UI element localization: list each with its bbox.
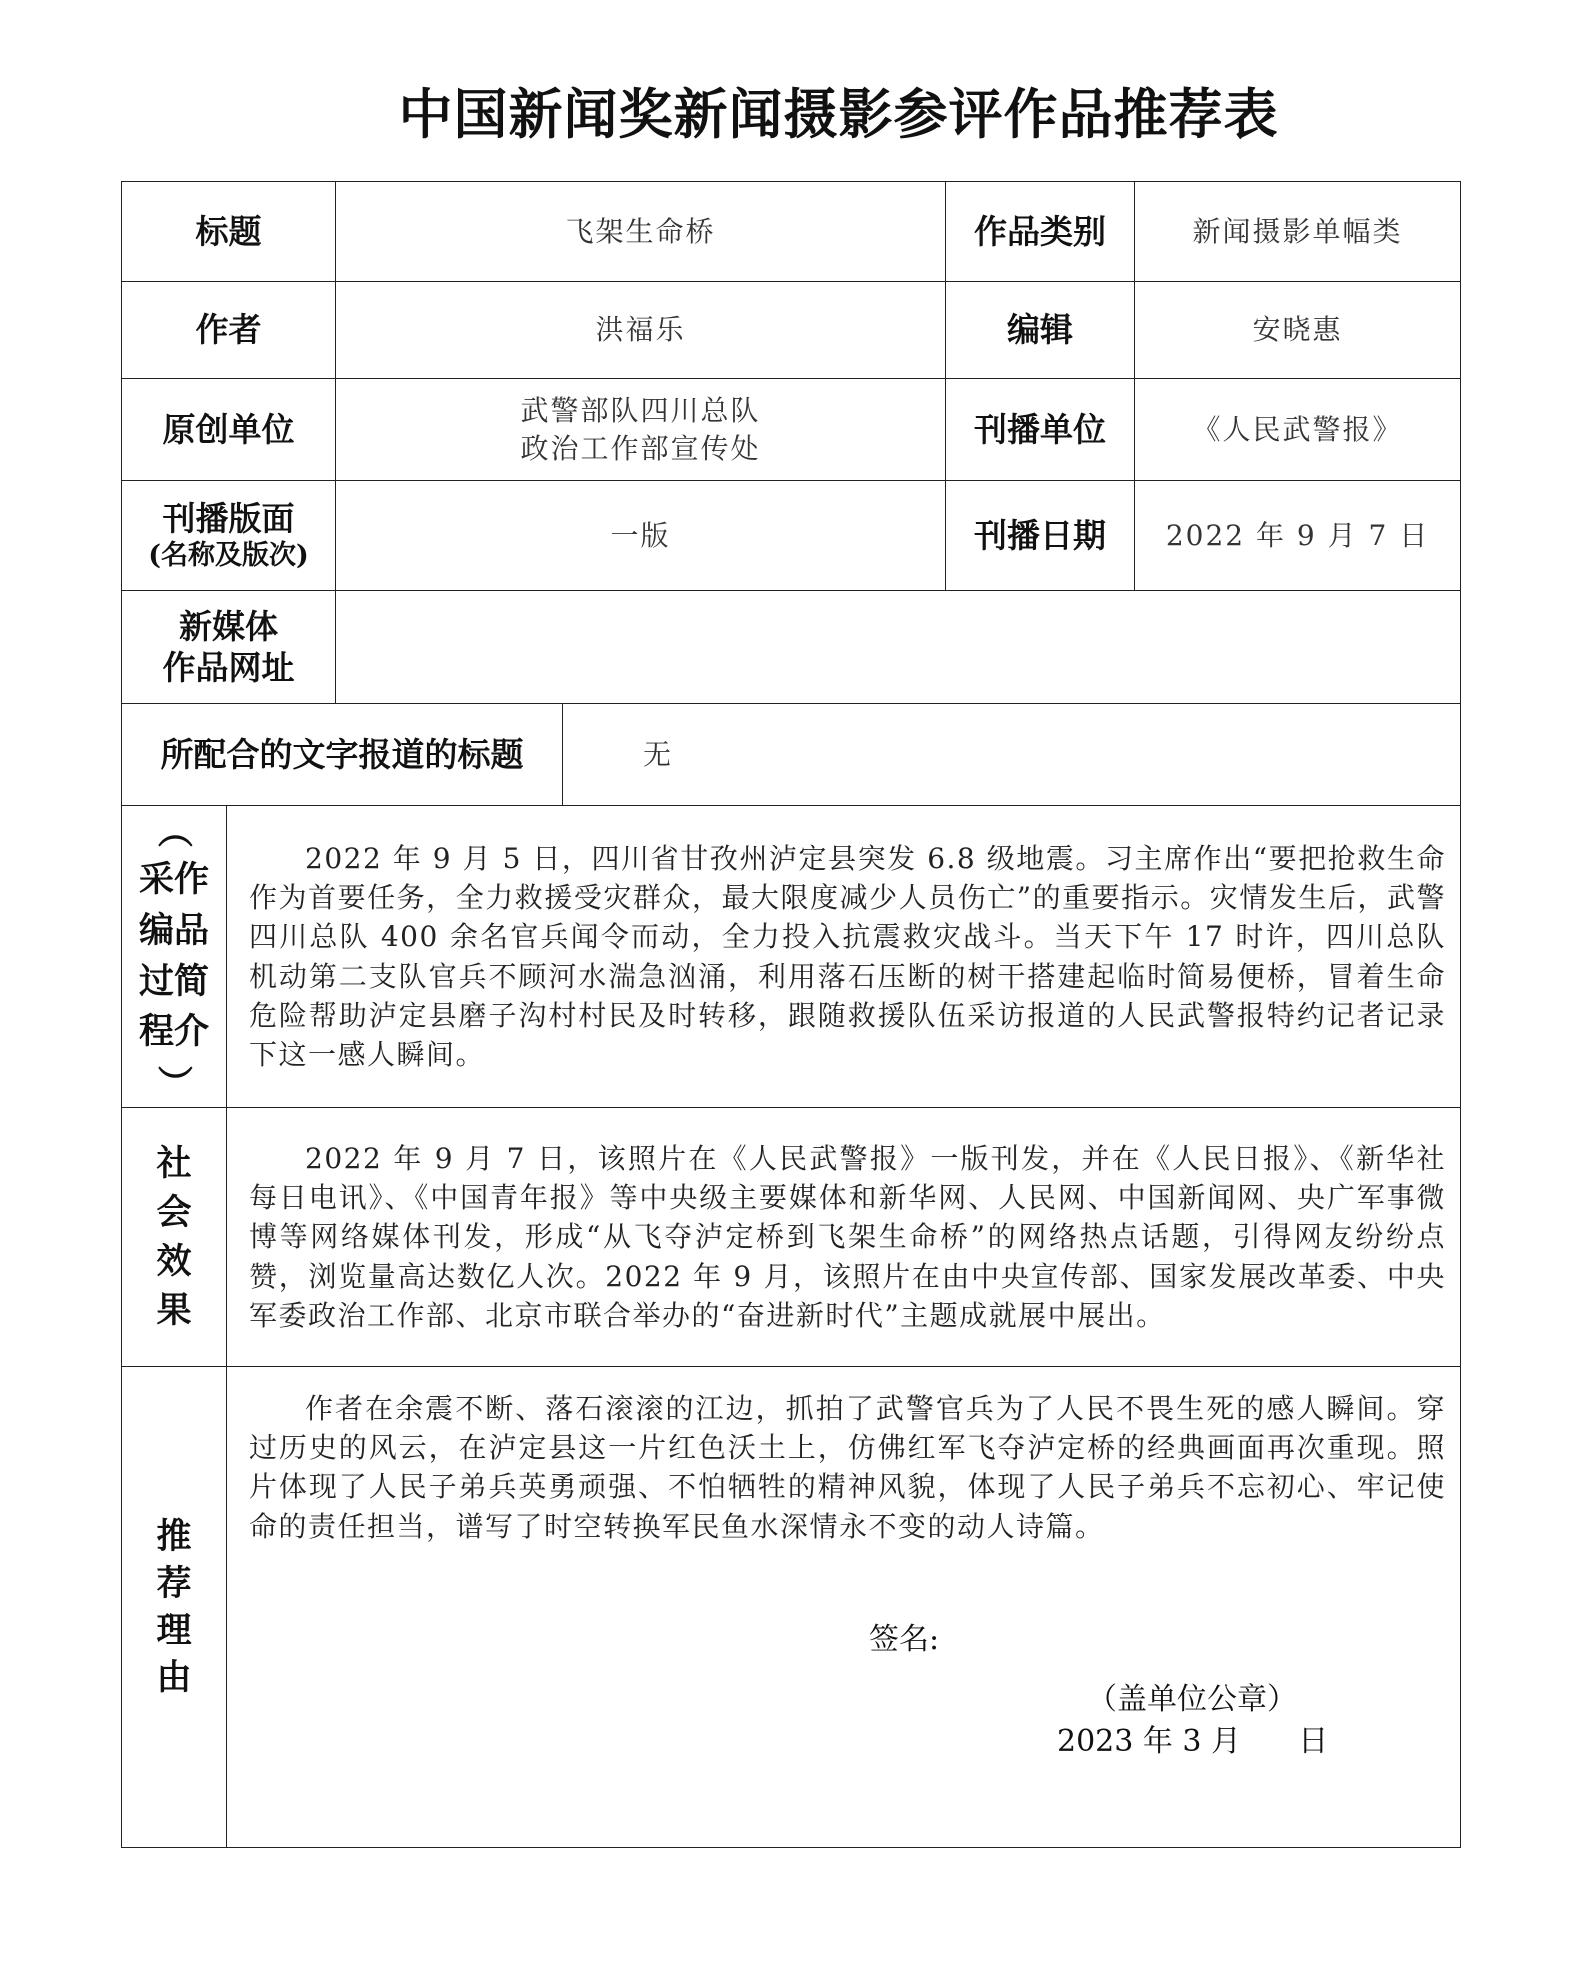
social-effect-cell	[227, 1108, 1461, 1367]
author-label: 作者	[122, 282, 336, 379]
origin-unit-line1: 武警部队四川总队	[520, 393, 761, 427]
process-label-char: 品	[174, 909, 210, 951]
social-effect-label	[122, 1108, 227, 1367]
new-media-value	[336, 591, 1461, 704]
row-headline	[122, 182, 1461, 282]
social-effect-label-char: 社	[156, 1143, 192, 1184]
process-label-columns	[139, 855, 209, 1058]
publisher-label: 刊播单位	[946, 379, 1135, 481]
recommendation-label	[122, 1367, 227, 1848]
process-cell	[227, 806, 1461, 1108]
signature-label: 签名:	[869, 1621, 940, 1657]
headline-value: 飞架生命桥	[336, 182, 946, 282]
process-label-stack	[139, 806, 209, 1107]
process-label-paren-open: （	[153, 812, 195, 849]
recommendation-label-char: 由	[156, 1657, 192, 1699]
social-effect-text: 2022 年 9 月 7 日，该照片在《人民武警报》一版刊发，并在《人民日报》、《新华社每日电讯》、《中国青年报》等中央级主要媒体和新华网、人民网、中国新闻网、央广军事微博等网络媒体刊发，形成“从飞夺泸定桥到飞架生命桥”的网络热点话题，引得网友纷纷点赞，浏览量高达数亿人次。2022 年 9 月，该照片在由中央宣传部、国家发展改革委、中央军委政治工作部、北京市联合举办的“奋进新时代”主题成就展中展出。	[249, 1142, 1447, 1332]
new-media-label-line1: 新媒体	[179, 606, 278, 646]
origin-unit-label: 原创单位	[122, 379, 336, 481]
editor-label: 编辑	[946, 282, 1135, 379]
process-label-char: 编	[138, 909, 174, 951]
page-title: 中国新闻奖新闻摄影参评作品推荐表	[398, 82, 1279, 146]
text-report-value: 无	[563, 704, 1461, 806]
process-label	[122, 806, 227, 1108]
row-new-media	[122, 591, 1461, 704]
category-value: 新闻摄影单幅类	[1135, 182, 1461, 282]
process-label-char: 采	[138, 859, 174, 900]
social-effect-label-stack	[156, 1139, 191, 1335]
recommendation-text: 作者在余震不断、落石滚滚的江边，抓拍了武警官兵为了人民不畏生死的感人瞬间。穿过历史的风云，在泸定县这一片红色沃土上，仿佛红军飞夺泸定桥的经典画面再次重现。照片体现了人民子弟兵英勇顽强、不怕牺牲的精神风貌，体现了人民子弟兵不忘初心、牢记使命的责任担当，谱写了时空转换军民鱼水深情永不变的动人诗篇。	[249, 1392, 1447, 1543]
process-label-char: 过	[138, 960, 174, 1002]
sign-date: 2023 年 3 月 日	[1057, 1723, 1329, 1759]
seal-note: （盖单位公章）	[1087, 1681, 1297, 1717]
recommendation-form	[121, 181, 1461, 1848]
page-label-line2: (名称及版次)	[148, 540, 309, 572]
recommendation-cell	[227, 1367, 1461, 1848]
signature-area	[227, 1546, 1460, 1822]
process-label-char: 介	[174, 1011, 210, 1053]
page-label-line1: 刊播版面	[162, 499, 295, 538]
process-label-char: 简	[174, 960, 210, 1002]
row-recommendation	[122, 1367, 1461, 1848]
social-effect-label-char: 会	[156, 1192, 192, 1233]
new-media-label-line2: 作品网址	[162, 648, 295, 687]
social-effect-label-char: 果	[156, 1290, 192, 1331]
row-process	[122, 806, 1461, 1108]
category-label: 作品类别	[946, 182, 1135, 282]
date-label: 刊播日期	[946, 481, 1135, 591]
origin-unit-line2: 政治工作部宣传处	[520, 431, 761, 465]
date-value: 2022 年 9 月 7 日	[1135, 481, 1461, 591]
social-effect-label-char: 效	[156, 1241, 192, 1282]
recommendation-label-stack	[156, 1513, 191, 1702]
recommendation-label-char: 理	[156, 1610, 192, 1651]
recommendation-label-char: 推	[156, 1515, 192, 1557]
process-label-col2	[174, 855, 209, 1058]
process-label-char: 作	[174, 859, 210, 900]
process-label-col1	[139, 855, 174, 1058]
row-author	[122, 282, 1461, 379]
row-social-effect	[122, 1108, 1461, 1367]
row-origin	[122, 379, 1461, 481]
origin-unit-value	[336, 379, 946, 481]
page-label	[122, 481, 336, 591]
text-report-label: 所配合的文字报道的标题	[122, 704, 563, 806]
row-page	[122, 481, 1461, 591]
recommendation-label-char: 荐	[156, 1562, 192, 1604]
new-media-label	[122, 591, 336, 704]
publisher-value: 《人民武警报》	[1135, 379, 1461, 481]
process-label-char: 程	[138, 1011, 174, 1053]
headline-label: 标题	[122, 182, 336, 282]
process-label-paren-close: ）	[153, 1064, 195, 1101]
page-value: 一版	[336, 481, 946, 591]
process-text: 2022 年 9 月 5 日，四川省甘孜州泸定县突发 6.8 级地震。习主席作出“要把抢救生命作为首要任务，全力救援受灾群众，最大限度减少人员伤亡”的重要指示。灾情发生后，武警四川总队 400 余名官兵闻令而动，全力投入抗震救灾战斗。当天下午 17 时许，四川总队机动第二支队官兵不顾河水湍急汹涌，利用落石压断的树干搭建起临时简易便桥，冒着生命危险帮助泸定县磨子沟村村民及时转移，跟随救援队伍采访报道的人民武警报特约记者记录下这一感人瞬间。	[249, 841, 1447, 1071]
editor-value: 安晓惠	[1135, 282, 1461, 379]
author-value: 洪福乐	[336, 282, 946, 379]
row-text-report	[122, 704, 1461, 806]
